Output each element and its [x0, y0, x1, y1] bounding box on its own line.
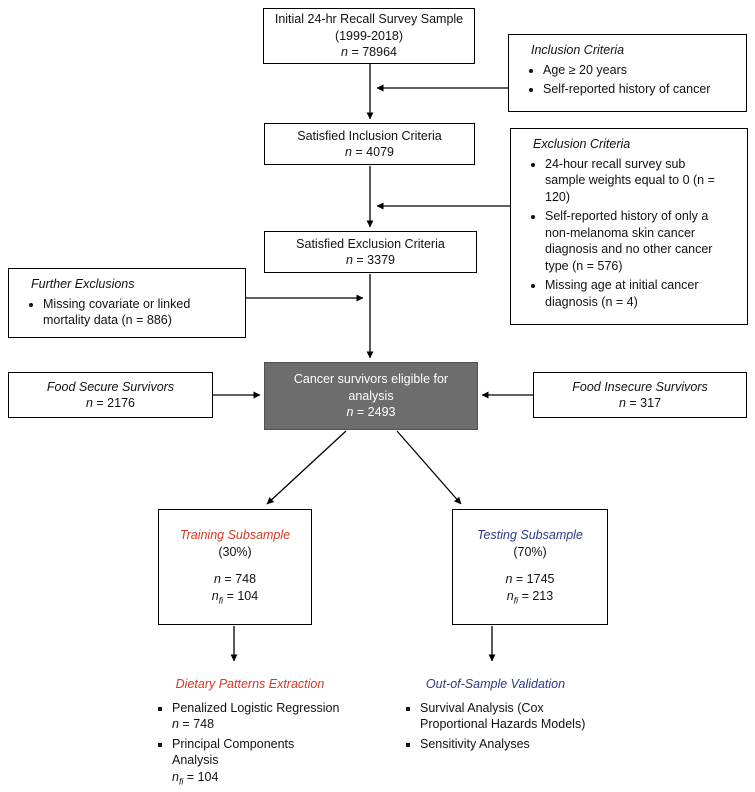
exclusion-criteria-item: • Self-reported history of only a non-melanoma skin cancer diagnosis and no other cancer type (n = 576) [545, 208, 737, 274]
training-subsample-box [158, 509, 312, 625]
dietary-extraction-item [172, 700, 350, 733]
exclusion-criteria-box [510, 128, 748, 325]
testing-subsample-nfi [507, 588, 553, 607]
n-value: = 1745 [512, 572, 555, 587]
validation-item: ▪ Survival Analysis (Cox Proportional Hazards Models) [420, 700, 593, 733]
inclusion-criteria-item: • Age ≥ 20 years [543, 62, 736, 79]
food-insecure-title: Food Insecure Survivors [572, 379, 708, 394]
n-value: = 748 [220, 572, 257, 587]
further-exclusions-item: • Missing covariate or linked mortality data (n = 886) [43, 296, 235, 329]
n-symbol: n [213, 572, 221, 587]
inclusion-criteria-title: Inclusion Criteria [531, 43, 625, 57]
initial-sample-years: (1999-2018) [334, 28, 404, 43]
item-n [172, 716, 350, 733]
food-insecure-n [619, 395, 661, 412]
dietary-extraction-item [172, 736, 350, 788]
inclusion-criteria-box [508, 34, 747, 112]
satisfied-exclusion-n [346, 252, 395, 269]
testing-subsample-title: Testing Subsample [477, 528, 583, 543]
item-n [172, 769, 350, 788]
training-subsample-nfi [212, 588, 258, 607]
n-subscript: fi [218, 595, 224, 606]
n-symbol: n [341, 45, 348, 60]
satisfied-inclusion-n [345, 144, 394, 161]
n-symbol: n [344, 145, 352, 159]
testing-subsample-box [452, 509, 608, 625]
initial-sample-box [263, 8, 475, 64]
eligible-survivors-box [264, 362, 478, 430]
item-text: Analysis [172, 753, 219, 767]
n-value: = 78964 [347, 45, 397, 60]
training-subsample-n [214, 571, 256, 588]
n-value: = 2176 [92, 396, 135, 410]
further-exclusions-list [25, 296, 235, 329]
n-symbol: n [506, 588, 514, 603]
item-text: ▪ Principal Components [172, 736, 295, 751]
n-value: = 104 [223, 588, 259, 603]
n-value: = 104 [183, 769, 219, 784]
n-symbol: n [172, 717, 179, 731]
n-value: = 2493 [353, 405, 396, 420]
testing-subsample-n [505, 571, 554, 588]
training-subsample-pct: (30%) [218, 544, 252, 559]
n-value: = 317 [625, 396, 662, 410]
n-value: = 4079 [351, 145, 394, 159]
arrow-eligible-to-testing [397, 431, 461, 504]
exclusion-criteria-title: Exclusion Criteria [533, 137, 631, 151]
testing-subsample-pct: (70%) [513, 544, 547, 559]
inclusion-criteria-list [525, 62, 736, 98]
further-exclusions-title: Further Exclusions [31, 277, 135, 291]
out-of-sample-validation-list [398, 700, 593, 753]
item-text: ▪ Penalized Logistic Regression [172, 700, 340, 715]
further-exclusions-box [8, 268, 246, 338]
arrow-eligible-to-training [267, 431, 346, 504]
n-symbol: n [505, 572, 513, 587]
food-secure-title: Food Secure Survivors [46, 379, 175, 394]
satisfied-inclusion-box [264, 123, 475, 165]
n-symbol: n [211, 588, 219, 603]
out-of-sample-validation-block [398, 676, 593, 755]
n-subscript: fi [513, 595, 519, 606]
n-symbol: n [85, 396, 93, 410]
food-insecure-box [533, 372, 747, 418]
exclusion-criteria-item: • Missing age at initial cancer diagnosis (n = 4) [545, 277, 737, 310]
dietary-extraction-title: Dietary Patterns Extraction [175, 677, 325, 691]
initial-sample-n [341, 44, 397, 61]
n-symbol: n [618, 396, 626, 410]
eligible-survivors-n [346, 404, 395, 421]
food-secure-n [86, 395, 135, 412]
n-value: = 748 [178, 717, 215, 731]
dietary-extraction-block [150, 676, 350, 791]
satisfied-exclusion-box [264, 231, 477, 273]
satisfied-inclusion-title: Satisfied Inclusion Criteria [297, 128, 442, 143]
inclusion-criteria-item: • Self-reported history of cancer [543, 81, 736, 98]
satisfied-exclusion-title: Satisfied Exclusion Criteria [296, 236, 445, 251]
initial-sample-title: Initial 24-hr Recall Survey Sample [274, 12, 464, 27]
n-value: = 213 [518, 588, 554, 603]
exclusion-criteria-item: • 24-hour recall survey sub sample weights equal to 0 (n = 120) [545, 156, 737, 206]
training-subsample-title: Training Subsample [179, 528, 291, 543]
eligible-survivors-title: Cancer survivors eligible for analysis [293, 372, 449, 403]
n-symbol: n [172, 769, 179, 784]
exclusion-criteria-list [527, 156, 737, 311]
out-of-sample-validation-title: Out-of-Sample Validation [425, 677, 566, 691]
food-secure-box [8, 372, 213, 418]
n-symbol: n [346, 405, 354, 420]
n-value: = 3379 [352, 253, 395, 267]
validation-item: ▪ Sensitivity Analyses [420, 736, 593, 753]
n-subscript: fi [178, 776, 184, 786]
n-symbol: n [345, 253, 353, 267]
dietary-extraction-list [150, 700, 350, 788]
